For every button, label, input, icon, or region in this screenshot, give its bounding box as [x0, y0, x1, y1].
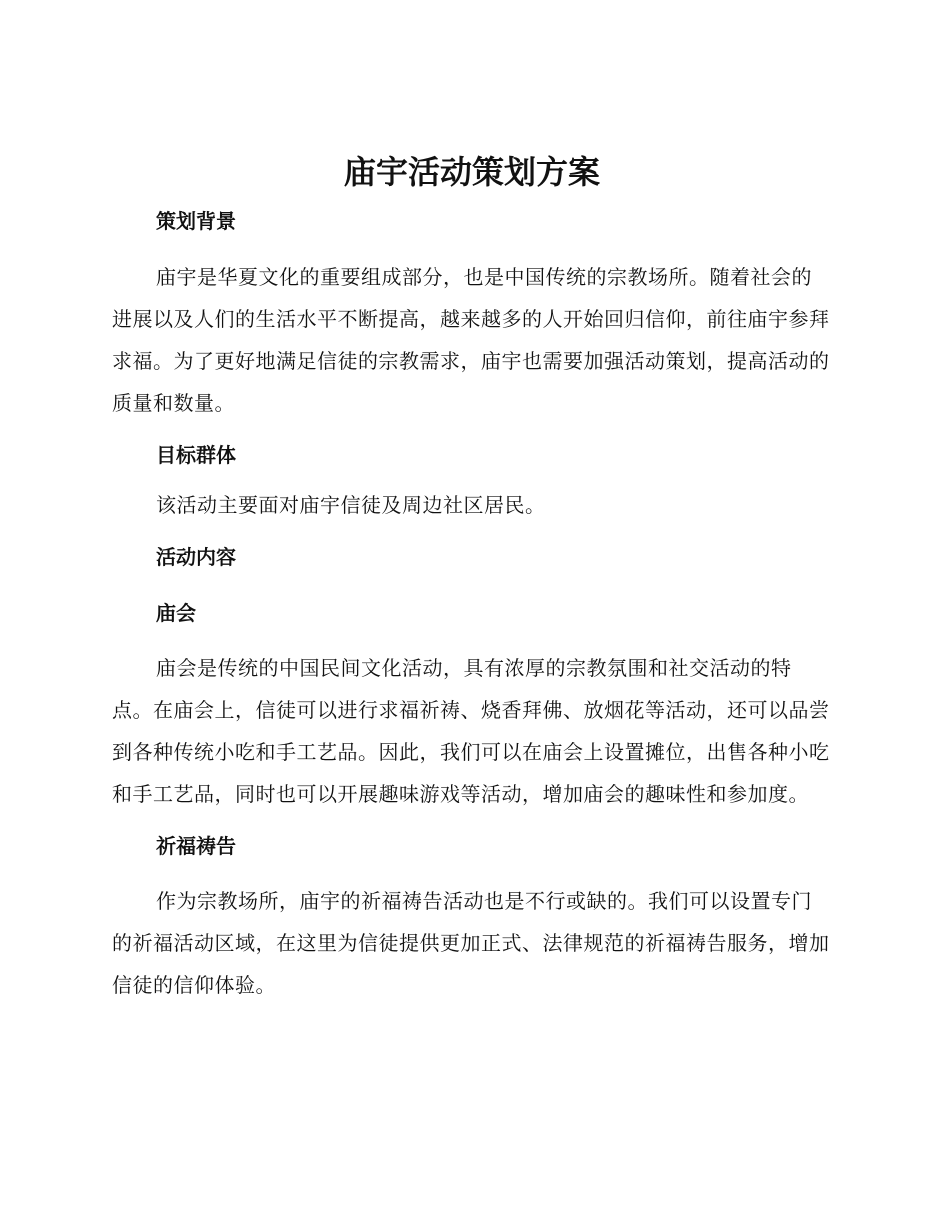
section-heading-temple-fair: 庙会 — [156, 601, 196, 625]
section-body-background: 庙宇是华夏文化的重要组成部分，也是中国传统的宗教场所。随着社会的进展以及人们的生活水平不断提高，越来越多的人开始回归信仰，前往庙宇参拜求福。为了更好地满足信徒的宗教需求，庙宇也需要加强活动策划，提高活动的质量和数量。 — [112, 265, 830, 415]
section-heading-background: 策划背景 — [156, 209, 236, 233]
section-heading-content: 活动内容 — [156, 545, 236, 569]
section-heading-audience: 目标群体 — [156, 443, 236, 467]
document-page — [112, 148, 832, 1006]
section-body-temple-fair: 庙会是传统的中国民间文化活动，具有浓厚的宗教氛围和社交活动的特点。在庙会上，信徒可以进行求福祈祷、烧香拜佛、放烟花等活动，还可以品尝到各种传统小吃和手工艺品。因此，我们可以在庙会上设置摊位，出售各种小吃和手工艺品，同时也可以开展趣味游戏等活动，增加庙会的趣味性和参加度。 — [112, 656, 830, 806]
section-body-prayer: 作为宗教场所，庙宇的祈福祷告活动也是不行或缺的。我们可以设置专门的祈福活动区域，在这里为信徒提供更加正式、法律规范的祈福祷告服务，增加信徒的信仰体验。 — [112, 889, 830, 997]
section-heading-prayer: 祈福祷告 — [156, 834, 236, 858]
section-body-audience: 该活动主要面对庙宇信徒及周边社区居民。 — [156, 493, 546, 517]
document-title: 庙宇活动策划方案 — [343, 153, 600, 191]
